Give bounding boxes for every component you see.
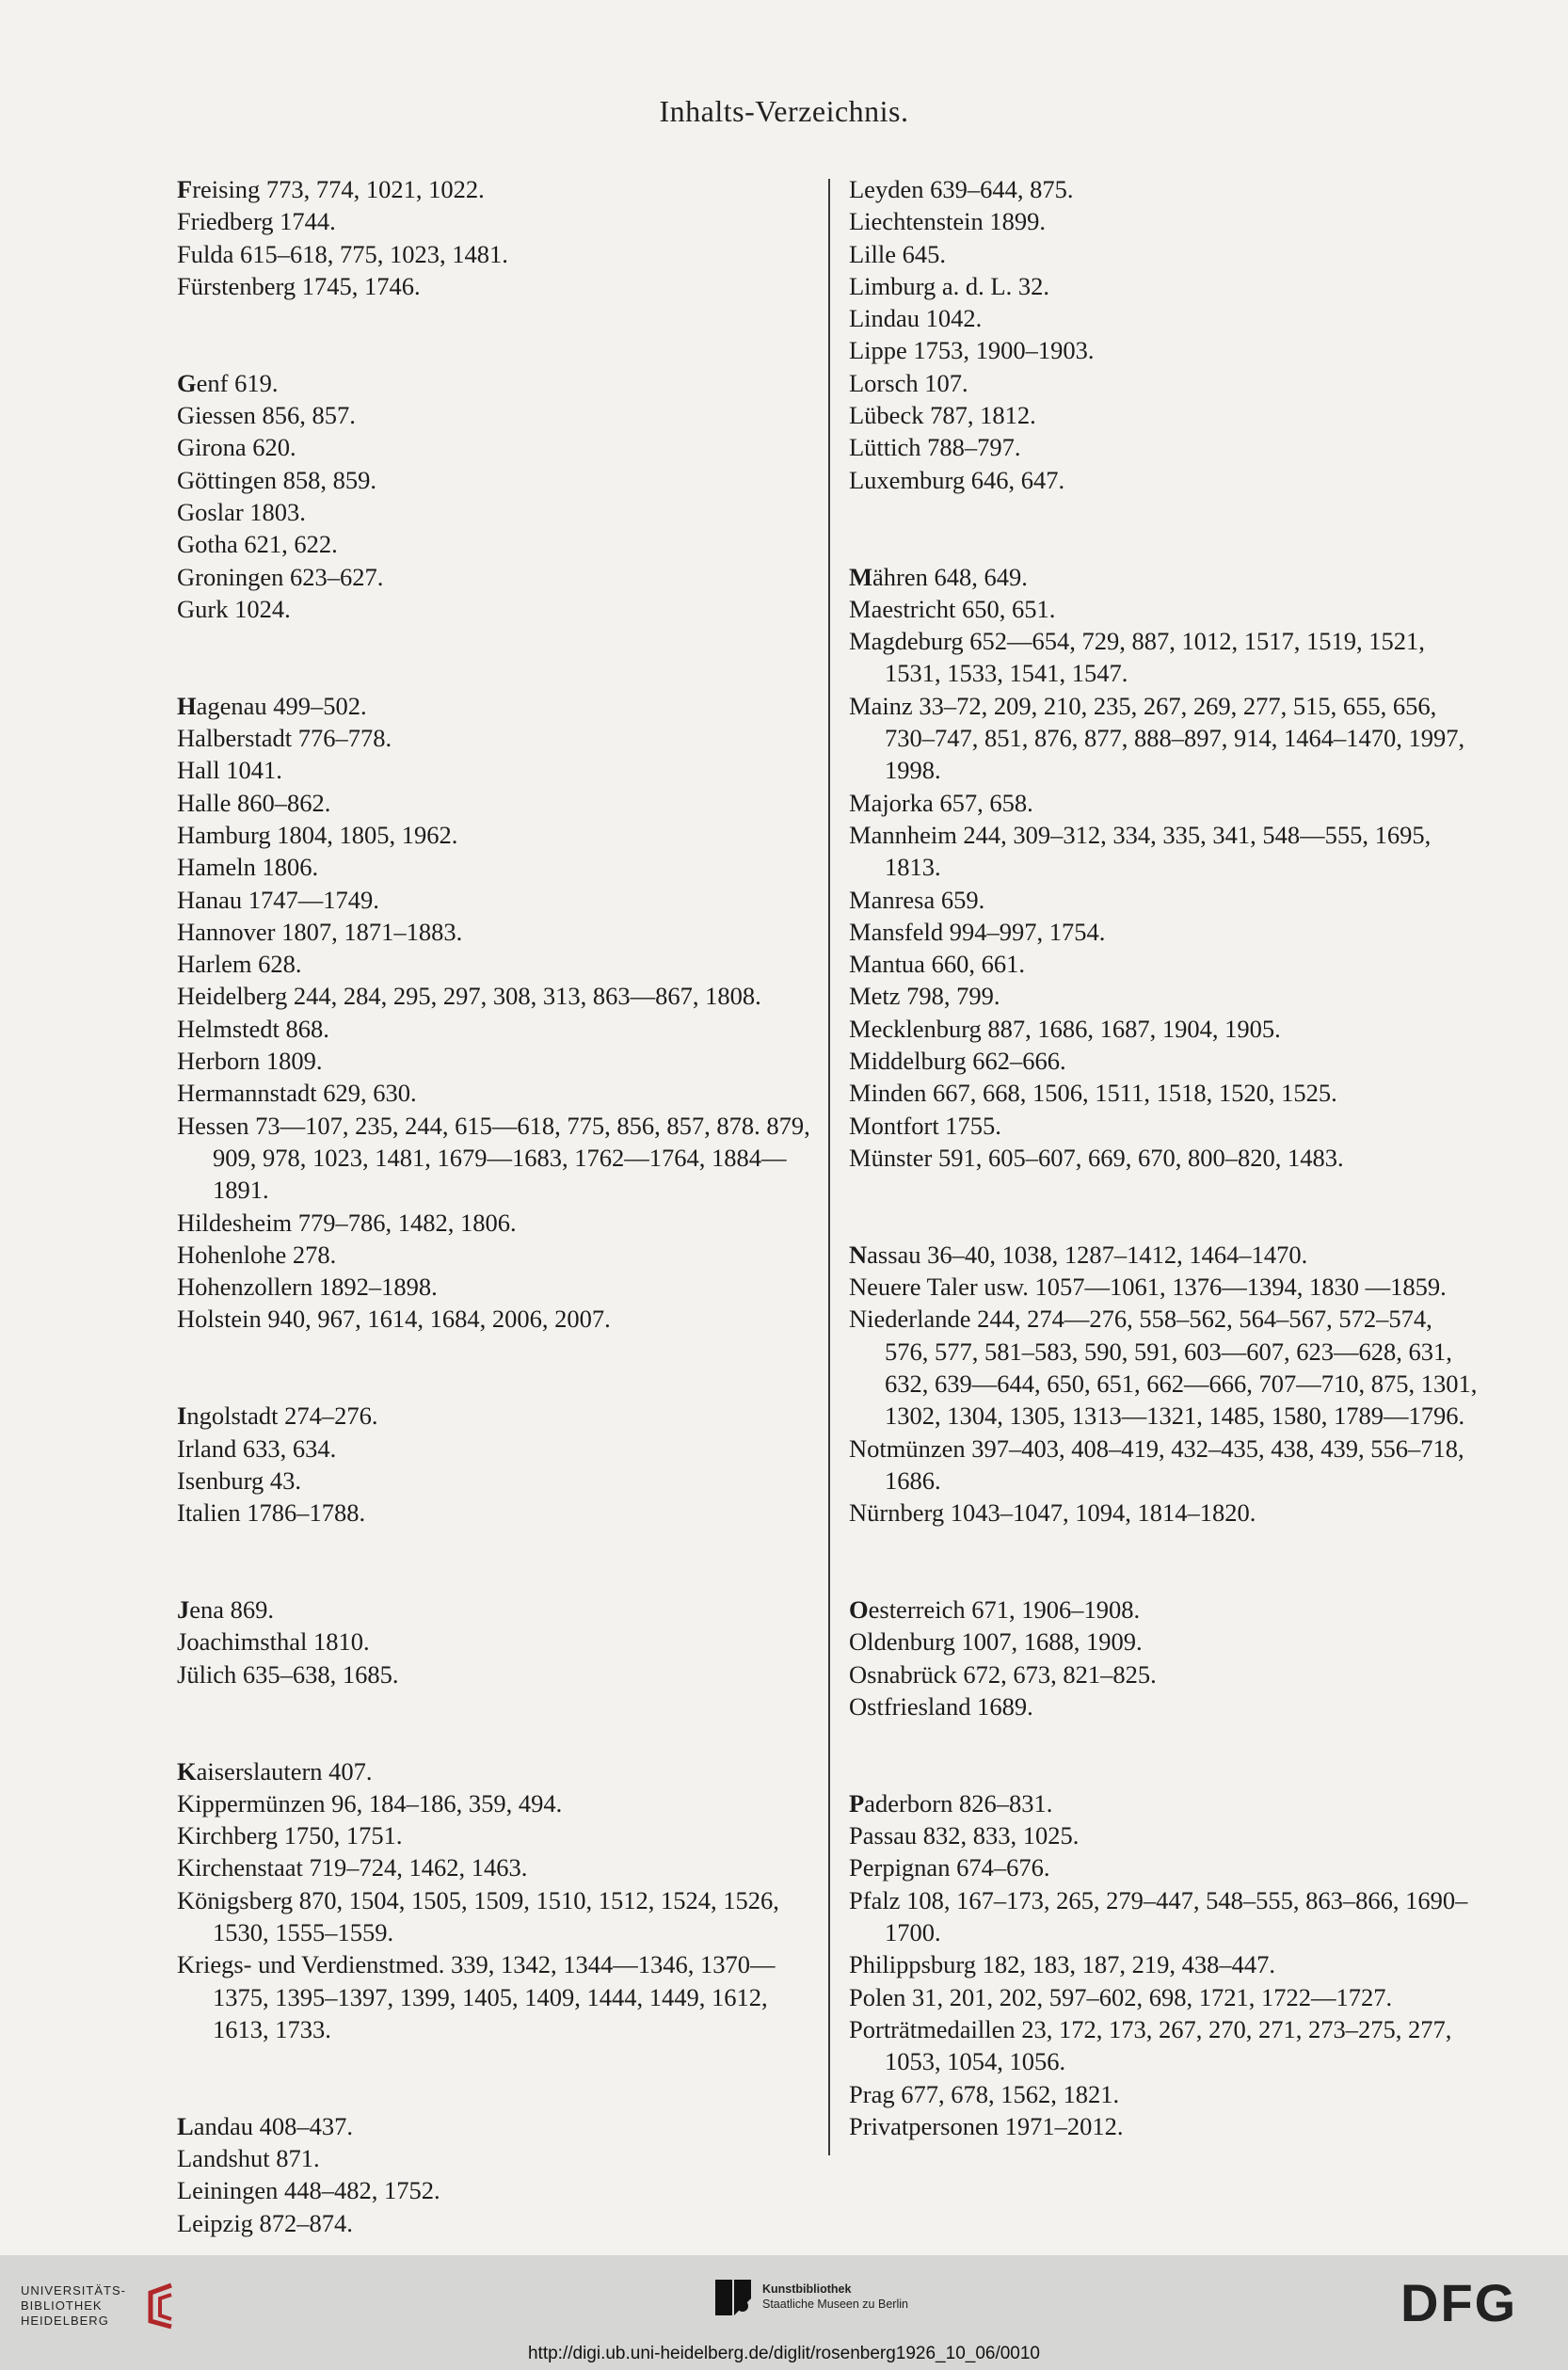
index-entry xyxy=(849,1271,1478,1303)
entry-text: Giessen 856, 857. xyxy=(177,401,356,430)
index-entry xyxy=(849,1625,1478,1657)
entry-text: Notmünzen 397–403, 408–419, 432–435, 438, 439, 556–718, 1686. xyxy=(849,1433,1464,1495)
initial-letter: L xyxy=(177,2111,194,2140)
entry-text: Groningen 623–627. xyxy=(177,562,384,591)
university-line: UNIVERSITÄTS- xyxy=(21,2283,126,2298)
index-entry xyxy=(177,980,817,1012)
entry-text: Hohenzollern 1892–1898. xyxy=(177,1273,438,1302)
index-letter-group xyxy=(849,1239,1478,1529)
index-entry xyxy=(177,1625,817,1657)
index-entry xyxy=(849,1819,1478,1851)
kunstbibliothek-label xyxy=(762,2282,908,2312)
index-entry xyxy=(849,1658,1478,1690)
index-letter-group xyxy=(177,1755,817,2046)
index-entry xyxy=(849,1142,1478,1174)
entry-text: andau 408–437. xyxy=(193,2111,353,2140)
entry-text: Montfort 1755. xyxy=(849,1111,1001,1140)
index-entry xyxy=(849,1077,1478,1109)
index-entry xyxy=(177,1948,817,2045)
entry-text: Oldenburg 1007, 1688, 1909. xyxy=(849,1627,1143,1657)
index-entry xyxy=(177,1433,817,1465)
university-library-label xyxy=(21,2283,126,2329)
entry-text: Limburg a. d. L. 32. xyxy=(849,271,1049,300)
initial-letter: N xyxy=(849,1240,868,1269)
index-entry xyxy=(177,1497,817,1529)
entry-text: ena 869. xyxy=(189,1595,275,1625)
entry-text: agenau 499–502. xyxy=(196,691,367,720)
index-entry xyxy=(849,1948,1478,1980)
entry-text: Herborn 1809. xyxy=(177,1047,323,1076)
initial-letter: F xyxy=(177,175,193,203)
entry-text: Gurk 1024. xyxy=(177,594,291,623)
index-entry xyxy=(849,948,1478,980)
entry-text: Perpignan 674–676. xyxy=(849,1853,1050,1882)
index-entry xyxy=(177,2142,817,2174)
index-entry xyxy=(177,1110,817,1207)
index-letter-group xyxy=(849,1593,1478,1722)
index-entry xyxy=(849,1690,1478,1722)
entry-text: Luxemburg 646, 647. xyxy=(849,465,1065,494)
index-entry xyxy=(177,1400,817,1432)
index-entry xyxy=(177,561,817,593)
entry-text: Hamburg 1804, 1805, 1962. xyxy=(177,820,458,849)
index-entry xyxy=(849,1013,1478,1045)
index-entry xyxy=(849,1981,1478,2013)
index-entry xyxy=(849,884,1478,916)
index-entry xyxy=(849,1851,1478,1883)
index-entry xyxy=(849,690,1478,787)
entry-text: Lorsch 107. xyxy=(849,368,968,397)
index-entry xyxy=(849,1787,1478,1819)
index-entry xyxy=(177,884,817,916)
entry-text: Landshut 871. xyxy=(177,2144,320,2173)
entry-text: ähren 648, 649. xyxy=(872,562,1028,591)
index-entry xyxy=(177,367,817,399)
index-entry xyxy=(177,1787,817,1819)
index-letter-group xyxy=(177,367,817,625)
index-entry xyxy=(849,270,1478,302)
entry-text: Porträtmedaillen 23, 172, 173, 267, 270, 271, 273–275, 277, 1053, 1054, 1056. xyxy=(849,2014,1452,2076)
index-entry xyxy=(849,367,1478,399)
right-index-column xyxy=(849,173,1478,2207)
index-entry xyxy=(177,916,817,948)
entry-text: Hessen 73—107, 235, 244, 615—618, 775, 856, 857, 878. 879, 909, 978, 1023, 1481, 1679—1683, 1762—1764, 1884—1891. xyxy=(177,1111,810,1205)
entry-text: Hohenlohe 278. xyxy=(177,1240,337,1269)
entry-text: Maestricht 650, 651. xyxy=(849,594,1056,623)
entry-text: Pfalz 108, 167–173, 265, 279–447, 548–555, 863–866, 1690–1700. xyxy=(849,1885,1468,1947)
entry-text: Prag 677, 678, 1562, 1821. xyxy=(849,2079,1120,2108)
index-entry xyxy=(849,1303,1478,1432)
entry-text: Joachimsthal 1810. xyxy=(177,1627,370,1657)
entry-text: Mannheim 244, 309–312, 334, 335, 341, 548—555, 1695, 1813. xyxy=(849,820,1432,882)
entry-text: Neuere Taler usw. 1057—1061, 1376—1394, 1830 —1859. xyxy=(849,1273,1447,1302)
entry-text: Kippermünzen 96, 184–186, 359, 494. xyxy=(177,1788,563,1818)
kunstbibliothek-title: Kunstbibliothek xyxy=(762,2282,852,2296)
entry-text: Privatpersonen 1971–2012. xyxy=(849,2111,1124,2140)
entry-text: Manresa 659. xyxy=(849,885,985,914)
index-entry xyxy=(177,528,817,560)
index-entry xyxy=(177,238,817,270)
index-entry xyxy=(177,690,817,722)
entry-text: Majorka 657, 658. xyxy=(849,788,1033,817)
index-entry xyxy=(849,1593,1478,1625)
index-entry xyxy=(177,1077,817,1109)
entry-text: Niederlande 244, 274—276, 558–562, 564–567, 572–574, 576, 577, 581–583, 590, 591, 603—607, 623—628, 631, 632, 639—644, 650, 651, 662—666, 707—710, 875, 1301, 1302, 1304, 1305, 1313—1321, 1485, 1580, 1789—1796. xyxy=(849,1305,1478,1431)
entry-text: Friedberg 1744. xyxy=(177,207,336,236)
index-entry xyxy=(177,399,817,431)
university-line: BIBLIOTHEK xyxy=(21,2298,103,2313)
entry-text: Hermannstadt 629, 630. xyxy=(177,1079,417,1108)
index-entry xyxy=(849,2013,1478,2078)
index-entry xyxy=(177,593,817,625)
entry-text: Hanau 1747—1749. xyxy=(177,885,379,914)
index-entry xyxy=(177,851,817,883)
index-entry xyxy=(177,1884,817,1949)
entry-text: Lüttich 788–797. xyxy=(849,433,1021,462)
index-entry xyxy=(177,1303,817,1335)
index-entry xyxy=(177,1207,817,1239)
entry-text: Philippsburg 182, 183, 187, 219, 438–447. xyxy=(849,1950,1275,1979)
index-entry xyxy=(177,2174,817,2206)
initial-letter: I xyxy=(177,1401,187,1431)
index-entry xyxy=(177,1819,817,1851)
entry-text: Lille 645. xyxy=(849,239,947,268)
index-entry xyxy=(177,1851,817,1883)
entry-text: Italien 1786–1788. xyxy=(177,1498,366,1528)
index-entry xyxy=(177,464,817,496)
entry-text: Kirchenstaat 719–724, 1462, 1463. xyxy=(177,1853,528,1882)
index-entry xyxy=(177,787,817,819)
entry-text: Middelburg 662–666. xyxy=(849,1047,1066,1076)
initial-letter: O xyxy=(849,1595,869,1625)
index-entry xyxy=(849,1239,1478,1271)
index-letter-group xyxy=(177,1400,817,1529)
entry-text: Helmstedt 868. xyxy=(177,1014,329,1043)
index-letter-group xyxy=(849,561,1478,1175)
index-entry xyxy=(849,1045,1478,1077)
entry-text: Göttingen 858, 859. xyxy=(177,465,376,494)
entry-text: Lippe 1753, 1900–1903. xyxy=(849,336,1095,365)
initial-letter: G xyxy=(177,368,197,397)
entry-text: Fürstenberg 1745, 1746. xyxy=(177,271,421,300)
index-entry xyxy=(849,464,1478,496)
entry-text: Minden 667, 668, 1506, 1511, 1518, 1520, 1525. xyxy=(849,1079,1337,1108)
index-entry xyxy=(849,1497,1478,1529)
index-entry xyxy=(849,399,1478,431)
index-entry xyxy=(849,1110,1478,1142)
index-entry xyxy=(849,787,1478,819)
entry-text: Isenburg 43. xyxy=(177,1465,301,1495)
index-entry xyxy=(177,722,817,754)
index-entry xyxy=(177,1755,817,1787)
entry-text: Leipzig 872–874. xyxy=(177,2208,353,2237)
index-entry xyxy=(849,2110,1478,2142)
index-letter-group xyxy=(177,690,817,1336)
index-entry xyxy=(849,334,1478,366)
index-entry xyxy=(849,819,1478,884)
index-entry xyxy=(849,1884,1478,1949)
entry-text: Hildesheim 779–786, 1482, 1806. xyxy=(177,1208,517,1237)
index-entry xyxy=(177,270,817,302)
entry-text: Harlem 628. xyxy=(177,950,302,979)
entry-text: Metz 798, 799. xyxy=(849,982,1000,1011)
index-entry xyxy=(849,625,1478,690)
university-logo-icon xyxy=(134,2280,184,2332)
initial-letter: P xyxy=(849,1788,865,1818)
entry-text: Mainz 33–72, 209, 210, 235, 267, 269, 277, 515, 655, 656, 730–747, 851, 876, 877, 888–897, 914, 1464–1470, 1997, 1998. xyxy=(849,691,1465,785)
index-letter-group xyxy=(177,173,817,302)
index-entry xyxy=(849,593,1478,625)
entry-text: Ostfriesland 1689. xyxy=(849,1691,1033,1721)
entry-text: Königsberg 870, 1504, 1505, 1509, 1510, 1512, 1524, 1526, 1530, 1555–1559. xyxy=(177,1885,779,1947)
index-entry xyxy=(849,238,1478,270)
index-entry xyxy=(177,1465,817,1497)
entry-text: Kirchberg 1750, 1751. xyxy=(177,1821,403,1850)
left-index-column xyxy=(177,173,817,2304)
entry-text: Holstein 940, 967, 1614, 1684, 2006, 2007. xyxy=(177,1305,611,1334)
entry-text: Halle 860–862. xyxy=(177,788,331,817)
page-title: Inhalts-Verzeichnis. xyxy=(659,94,909,128)
index-entry xyxy=(849,173,1478,205)
index-letter-group xyxy=(177,1593,817,1690)
entry-text: Goslar 1803. xyxy=(177,497,306,526)
index-letter-group xyxy=(849,173,1478,496)
source-url[interactable]: http://digi.ub.uni-heidelberg.de/diglit/rosenberg1926_10_06/0010 xyxy=(527,2344,1041,2363)
entry-text: Nürnberg 1043–1047, 1094, 1814–1820. xyxy=(849,1498,1256,1528)
footer-bar xyxy=(0,2255,1568,2370)
entry-text: aiserslautern 407. xyxy=(196,1756,373,1786)
entry-text: Hannover 1807, 1871–1883. xyxy=(177,917,463,946)
column-divider xyxy=(828,179,830,2155)
entry-text: Lübeck 787, 1812. xyxy=(849,401,1036,430)
index-entry xyxy=(177,1045,817,1077)
entry-text: reising 773, 774, 1021, 1022. xyxy=(192,175,485,203)
index-entry xyxy=(177,754,817,786)
index-entry xyxy=(177,2207,817,2239)
entry-text: Lindau 1042. xyxy=(849,304,983,333)
entry-text: Passau 832, 833, 1025. xyxy=(849,1821,1080,1850)
index-entry xyxy=(849,205,1478,237)
initial-letter: K xyxy=(177,1756,197,1786)
index-entry xyxy=(177,948,817,980)
dfg-logo: DFG xyxy=(1400,2273,1518,2332)
initial-letter: H xyxy=(177,691,197,720)
index-letter-group xyxy=(177,2110,817,2239)
index-entry xyxy=(177,1271,817,1303)
entry-text: Magdeburg 652—654, 729, 887, 1012, 1517, 1519, 1521, 1531, 1533, 1541, 1547. xyxy=(849,627,1425,688)
entry-text: Kriegs- und Verdienstmed. 339, 1342, 1344—1346, 1370—1375, 1395–1397, 1399, 1405, 1409, 1444, 1449, 1612, 1613, 1733. xyxy=(177,1950,776,2043)
index-entry xyxy=(177,1239,817,1271)
index-entry xyxy=(177,1658,817,1690)
entry-text: Hall 1041. xyxy=(177,756,282,785)
entry-text: Leyden 639–644, 875. xyxy=(849,175,1074,203)
index-entry xyxy=(177,496,817,528)
entry-text: Jülich 635–638, 1685. xyxy=(177,1659,399,1689)
index-entry xyxy=(849,2078,1478,2110)
entry-text: assau 36–40, 1038, 1287–1412, 1464–1470. xyxy=(867,1240,1308,1269)
entry-text: Osnabrück 672, 673, 821–825. xyxy=(849,1659,1157,1689)
entry-text: Girona 620. xyxy=(177,433,296,462)
entry-text: Gotha 621, 622. xyxy=(177,530,338,559)
index-entry xyxy=(849,431,1478,463)
initial-letter: J xyxy=(177,1595,190,1625)
entry-text: Fulda 615–618, 775, 1023, 1481. xyxy=(177,239,508,268)
entry-text: Liechtenstein 1899. xyxy=(849,207,1046,236)
index-entry xyxy=(849,302,1478,334)
index-entry xyxy=(177,1593,817,1625)
index-entry xyxy=(177,173,817,205)
entry-text: enf 619. xyxy=(196,368,279,397)
entry-text: ngolstadt 274–276. xyxy=(186,1401,378,1431)
index-entry xyxy=(849,980,1478,1012)
entry-text: Polen 31, 201, 202, 597–602, 698, 1721, 1722—1727. xyxy=(849,1982,1393,2011)
initial-letter: M xyxy=(849,562,873,591)
index-entry xyxy=(177,431,817,463)
entry-text: Hameln 1806. xyxy=(177,853,319,882)
entry-text: Leiningen 448–482, 1752. xyxy=(177,2176,440,2205)
entry-text: esterreich 671, 1906–1908. xyxy=(868,1595,1141,1625)
index-entry xyxy=(177,819,817,851)
index-entry xyxy=(177,1013,817,1045)
entry-text: Heidelberg 244, 284, 295, 297, 308, 313, 863—867, 1808. xyxy=(177,982,761,1011)
entry-text: aderborn 826–831. xyxy=(864,1788,1053,1818)
university-line: HEIDELBERG xyxy=(21,2314,109,2328)
index-entry xyxy=(849,1433,1478,1497)
entry-text: Mecklenburg 887, 1686, 1687, 1904, 1905. xyxy=(849,1014,1281,1043)
index-entry xyxy=(849,916,1478,948)
kunstbibliothek-logo-icon xyxy=(713,2278,753,2317)
entry-text: Irland 633, 634. xyxy=(177,1433,337,1463)
entry-text: Münster 591, 605–607, 669, 670, 800–820, 1483. xyxy=(849,1143,1344,1172)
index-entry xyxy=(177,205,817,237)
entry-text: Halberstadt 776–778. xyxy=(177,724,392,753)
index-letter-group xyxy=(849,1787,1478,2142)
entry-text: Mantua 660, 661. xyxy=(849,950,1025,979)
kunstbibliothek-subtitle: Staatliche Museen zu Berlin xyxy=(762,2298,908,2311)
index-entry xyxy=(177,2110,817,2142)
index-entry xyxy=(849,561,1478,593)
entry-text: Mansfeld 994–997, 1754. xyxy=(849,917,1106,946)
